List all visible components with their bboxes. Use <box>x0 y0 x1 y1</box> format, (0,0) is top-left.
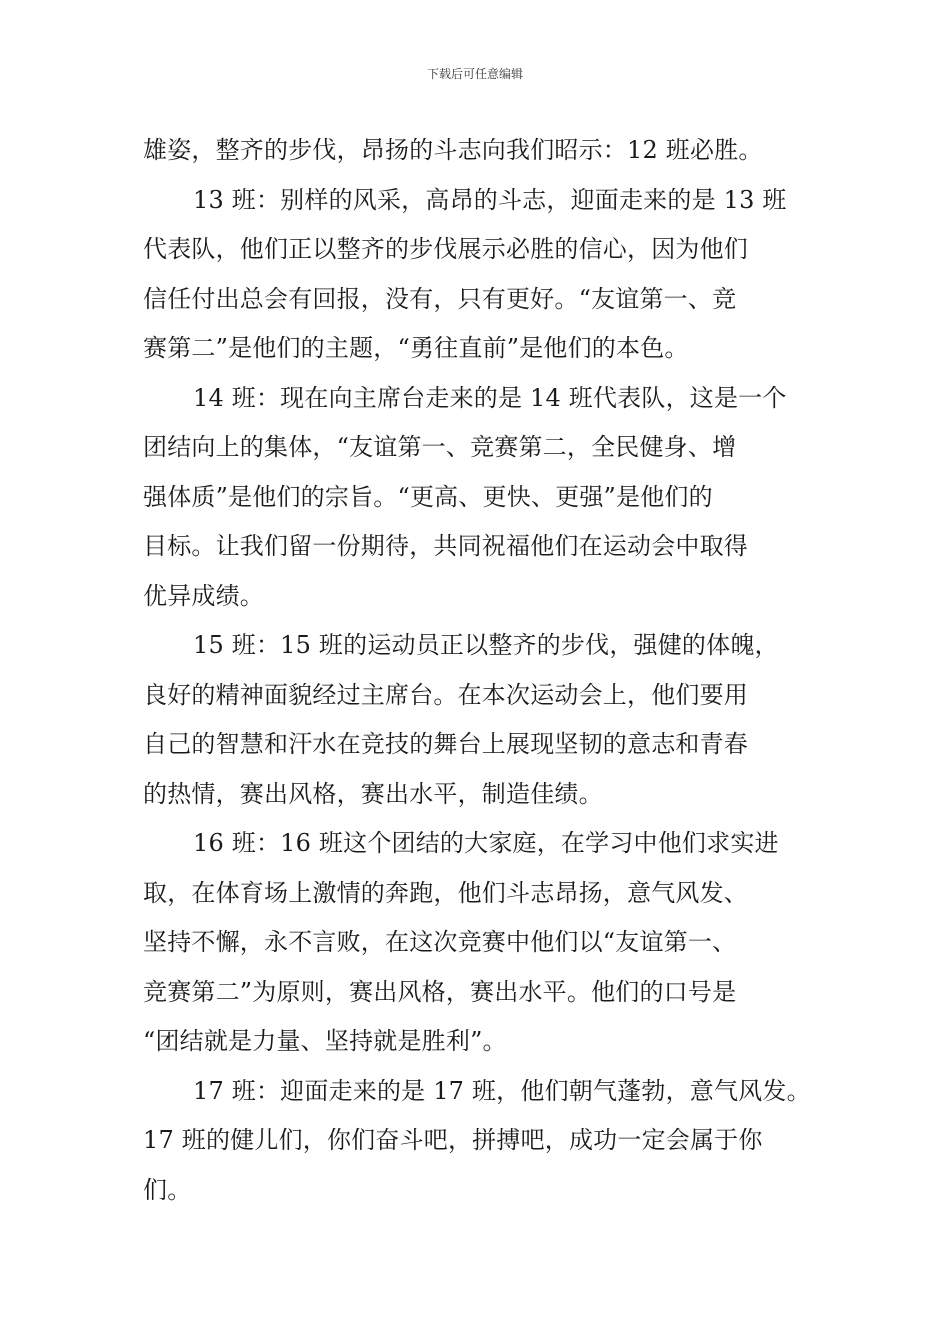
text-line: 赛第二”是他们的主题，“勇往直前”是他们的本色。 <box>143 334 689 362</box>
text-line: 取，在体育场上激情的奔跑，他们斗志昂扬，意气风发、 <box>143 878 748 907</box>
text-line: 17 班的健儿们，你们奋斗吧，拼搏吧，成功一定会属于你 <box>143 1126 763 1154</box>
text-line: 目标。让我们留一份期待，共同祝福他们在运动会中取得 <box>143 532 748 560</box>
text-line: 坚持不懈，永不言败，在这次竞赛中他们以“友谊第一、 <box>143 928 737 956</box>
text-line: 们。 <box>143 1175 192 1204</box>
paragraph-start-line: 15 班：15 班的运动员正以整齐的步伐，强健的体魄， <box>193 631 779 659</box>
text-line: 的热情，赛出风格，赛出水平，制造佳绩。 <box>143 779 603 808</box>
document-body <box>143 126 813 1215</box>
paragraph-start-line: 17 班：迎面走来的是 17 班，他们朝气蓬勃，意气风发。 <box>193 1076 811 1105</box>
text-line: 团结向上的集体，“友谊第一、竞赛第二，全民健身、增 <box>143 433 737 461</box>
text-line: 优异成绩。 <box>143 581 264 610</box>
paragraph-start-line: 13 班：别样的风采，高昂的斗志，迎面走来的是 13 班 <box>193 185 787 214</box>
paragraph-start-line: 16 班：16 班这个团结的大家庭，在学习中他们求实进 <box>193 829 779 857</box>
text-line: 雄姿，整齐的步伐，昂扬的斗志向我们昭示：12 班必胜。 <box>143 136 763 164</box>
page-header: 下载后可任意编辑 <box>426 67 523 81</box>
text-line: 自己的智慧和汗水在竞技的舞台上展现坚韧的意志和青春 <box>143 730 748 758</box>
text-line: 强体质”是他们的宗旨。“更高、更快、更强”是他们的 <box>143 482 713 511</box>
text-line: 代表队，他们正以整齐的步伐展示必胜的信心，因为他们 <box>143 235 748 263</box>
text-line: 竞赛第二”为原则，赛出风格，赛出水平。他们的口号是 <box>143 977 737 1006</box>
text-line: 良好的精神面貌经过主席台。在本次运动会上，他们要用 <box>143 680 748 709</box>
paragraph-start-line: 14 班：现在向主席台走来的是 14 班代表队，这是一个 <box>193 383 787 412</box>
text-line: “团结就是力量、坚持就是胜利”。 <box>143 1027 507 1055</box>
text-line: 信任付出总会有回报，没有，只有更好。“友谊第一、竞 <box>143 284 737 313</box>
